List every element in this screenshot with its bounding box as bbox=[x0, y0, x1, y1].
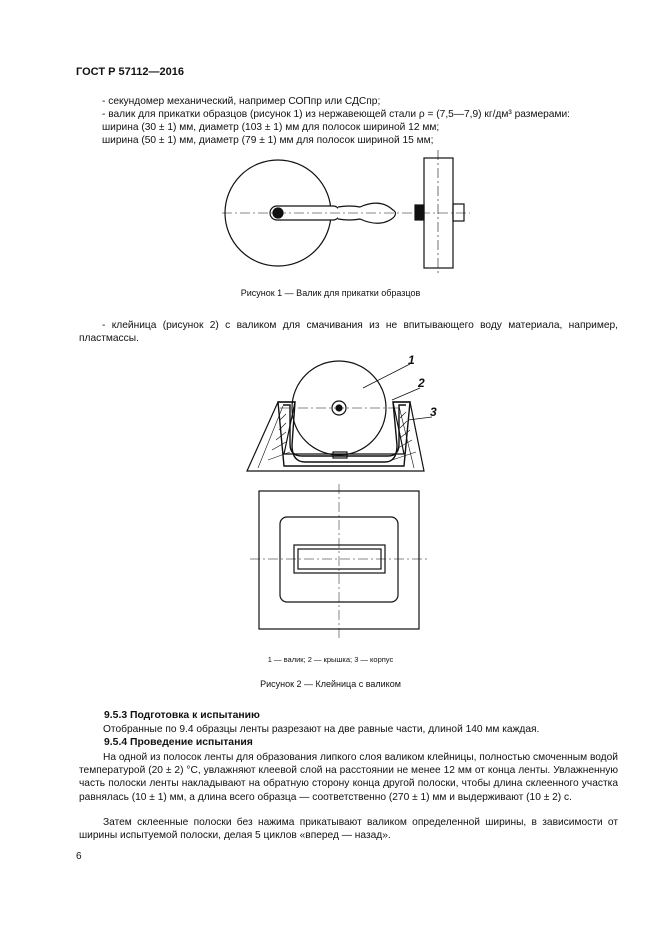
paragraph: Отобранные по 9.4 образцы ленты разрезают на две равные части, длиной 140 мм каждая. bbox=[103, 724, 540, 735]
list-item: ширина (30 ± 1) мм, диаметр (103 ± 1) мм для полосок шириной 12 мм; bbox=[102, 122, 440, 133]
figure-1-caption: Рисунок 1 — Валик для прикатки образцов bbox=[240, 288, 421, 298]
callout-label-1: 1 bbox=[408, 353, 415, 367]
section-title: 9.5.4 Проведение испытания bbox=[104, 737, 253, 748]
paragraph: - клейница (рисунок 2) с валиком для смачивания из не впитывающего воду материала, например, пластмассы. bbox=[79, 320, 618, 345]
document-header: ГОСТ Р 57112—2016 bbox=[76, 66, 184, 78]
paragraph: На одной из полосок ленты для образования липкого слоя валиком клейницы, полностью смоченным водой температурой (20 ± 2) °С, увлажняют клеевой слой на расстоянии не менее 12 мм от конца ленты. Увлажненную часть полоски ленты накладывают на обратную сторону конца другой полоски, чтобы длина склеенного участка равнялась (10 ± 1) мм, а длина всего образца — соответственно (270 ± 1) мм и выдерживают (10 ± 2) с. bbox=[79, 752, 618, 803]
list-item: - секундомер механический, например СОПпр или СДСпр; bbox=[102, 96, 381, 107]
paragraph: Затем склеенные полоски без нажима прикатывают валиком определенной ширины, в зависимости от ширины испытуемой полоски, делая 5 циклов «вперед — назад». bbox=[79, 817, 618, 842]
figure-2-caption: Рисунок 2 — Клейница с валиком bbox=[260, 679, 401, 689]
figure-2-legend: 1 — валик; 2 — крышка; 3 — корпус bbox=[267, 655, 394, 664]
callout-label-2: 2 bbox=[418, 376, 425, 390]
list-item: ширина (50 ± 1) мм, диаметр (79 ± 1) мм для полосок шириной 15 мм; bbox=[102, 135, 434, 146]
callout-label-3: 3 bbox=[430, 405, 437, 419]
page-number: 6 bbox=[76, 851, 82, 862]
section-title: 9.5.3 Подготовка к испытанию bbox=[104, 710, 260, 721]
list-item: - валик для прикатки образцов (рисунок 1) из нержавеющей стали ρ = (7,5—7,9) кг/дм³ размерами: bbox=[102, 109, 570, 120]
